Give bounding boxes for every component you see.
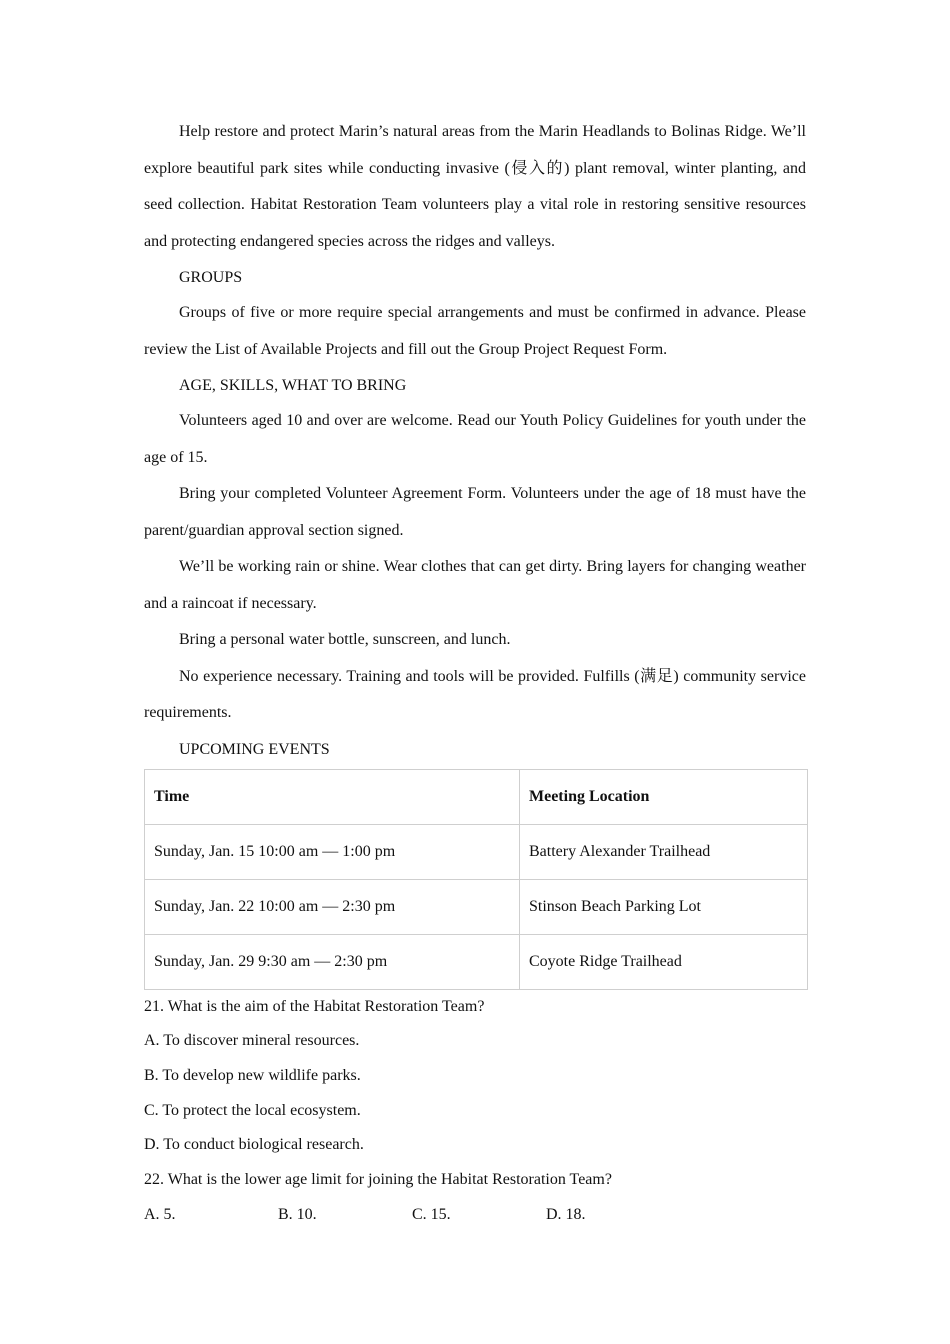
groups-paragraph: Groups of five or more require special arrangements and must be confirmed in advance. Please review the List of Available Projects and fill out the Group Project Request Form.	[144, 304, 806, 358]
table-row	[145, 934, 808, 989]
event-location: Battery Alexander Trailhead	[520, 824, 808, 879]
events-table	[144, 769, 808, 990]
question-21-stem: 21. What is the aim of the Habitat Restoration Team?	[144, 997, 485, 1015]
location-column-header: Meeting Location	[520, 769, 808, 824]
question-21-option-c: C. To protect the local ecosystem.	[144, 1101, 361, 1119]
table-row	[145, 824, 808, 879]
intro-paragraph: Help restore and protect Marin’s natural areas from the Marin Headlands to Bolinas Ridge. We’ll explore beautiful park sites while conducting invasive (侵入的) plant removal, winter planting, and seed collection. Habitat Restoration Team volunteers play a vital role in restoring sensitive resources and protecting endangered species across the ridges and valleys.	[144, 123, 806, 250]
question-22-stem: 22. What is the lower age limit for joining the Habitat Restoration Team?	[144, 1171, 612, 1189]
weather-paragraph: We’ll be working rain or shine. Wear clothes that can get dirty. Bring layers for changing weather and a raincoat if necessary.	[144, 558, 806, 612]
age-paragraph: Volunteers aged 10 and over are welcome. Read our Youth Policy Guidelines for youth under the age of 15.	[144, 412, 806, 466]
question-22-option-c: C. 15.	[412, 1205, 451, 1223]
table-row	[145, 879, 808, 934]
question-22-option-b: B. 10.	[278, 1205, 317, 1223]
question-21-option-a: A. To discover mineral resources.	[144, 1032, 360, 1050]
table-header-row	[145, 769, 808, 824]
event-time: Sunday, Jan. 15 10:00 am — 1:00 pm	[145, 824, 520, 879]
event-location: Coyote Ridge Trailhead	[520, 934, 808, 989]
question-21-option-b: B. To develop new wildlife parks.	[144, 1066, 361, 1084]
time-column-header: Time	[145, 769, 520, 824]
question-22-options	[144, 1198, 806, 1233]
events-heading: UPCOMING EVENTS	[179, 740, 330, 758]
question-21-option-d: D. To conduct biological research.	[144, 1136, 364, 1154]
agreement-paragraph: Bring your completed Volunteer Agreement Form. Volunteers under the age of 18 must have the parent/guardian approval section signed.	[144, 485, 806, 539]
experience-paragraph: No experience necessary. Training and tools will be provided. Fulfills (满足) community service requirements.	[144, 667, 806, 721]
question-22-option-d: D. 18.	[546, 1205, 586, 1223]
event-location: Stinson Beach Parking Lot	[520, 879, 808, 934]
age-skills-heading: AGE, SKILLS, WHAT TO BRING	[179, 377, 407, 394]
groups-heading: GROUPS	[179, 269, 243, 286]
bring-paragraph: Bring a personal water bottle, sunscreen, and lunch.	[179, 631, 511, 648]
document-page	[144, 114, 806, 1232]
event-time: Sunday, Jan. 29 9:30 am — 2:30 pm	[145, 934, 520, 989]
question-22-option-a: A. 5.	[144, 1205, 176, 1223]
event-time: Sunday, Jan. 22 10:00 am — 2:30 pm	[145, 879, 520, 934]
